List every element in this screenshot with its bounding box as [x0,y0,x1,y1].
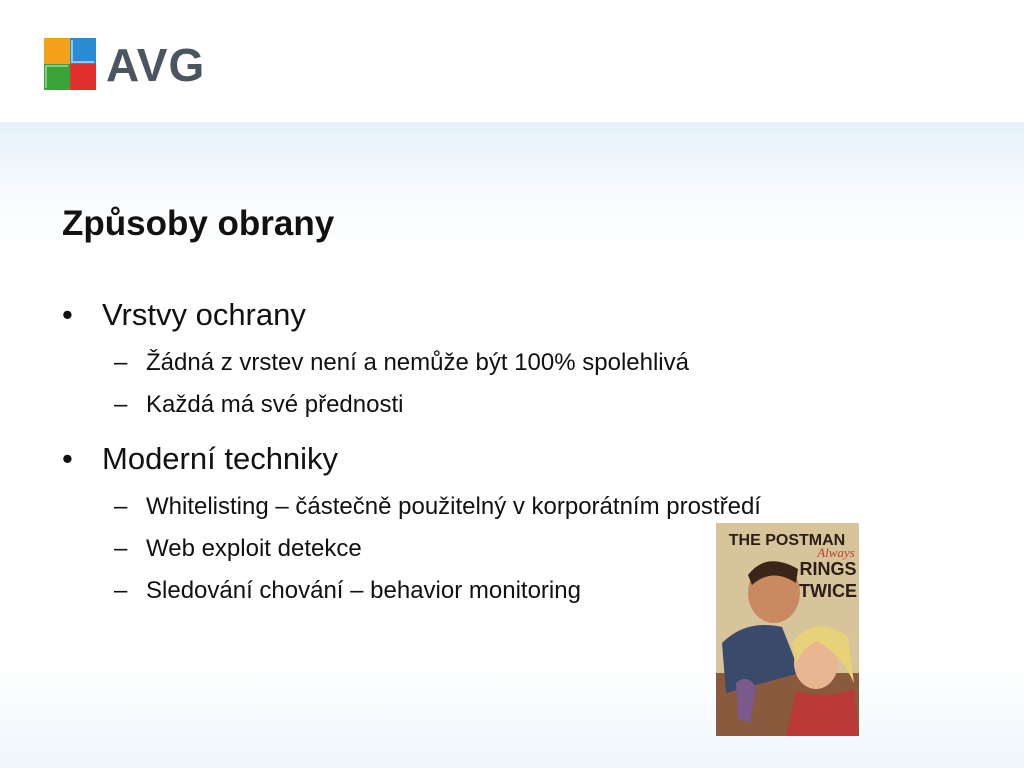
logo-text: AVG [106,39,206,91]
sub-item [62,342,942,384]
avg-logo-icon [42,34,102,94]
dash-marker: – [114,535,128,562]
dash-marker: – [114,493,128,520]
bullet-marker: • [62,297,73,332]
bullet-marker: • [62,441,73,476]
poster-line2: RINGS [799,559,857,579]
bullet-label: Moderní techniky [102,441,339,476]
poster-script: Always [817,545,855,560]
sub-item-label: Sledování chování – behavior monitoring [146,577,581,604]
sub-item [62,486,942,528]
dash-marker: – [114,349,128,376]
bullet-label: Vrstvy ochrany [102,297,306,332]
sub-item-label: Žádná z vrstev není a nemůže být 100% spolehlivá [146,349,689,376]
bullet-item-moderni [62,440,942,478]
poster-line1: THE POSTMAN [728,532,846,549]
sub-item-label: Whitelisting – částečně použitelný v korporátním prostředí [146,493,761,520]
bullet-item-vrstvy [62,296,942,334]
slide-title: Způsoby obrany [62,204,335,243]
movie-poster-image [716,523,859,736]
poster-line3: TWICE [799,581,857,601]
dash-marker: – [114,577,128,604]
sub-item-label: Každá má své přednosti [146,391,404,418]
dash-marker: – [114,391,128,418]
avg-logo [42,34,212,94]
sub-item-label: Web exploit detekce [146,535,362,562]
sub-item [62,384,942,426]
